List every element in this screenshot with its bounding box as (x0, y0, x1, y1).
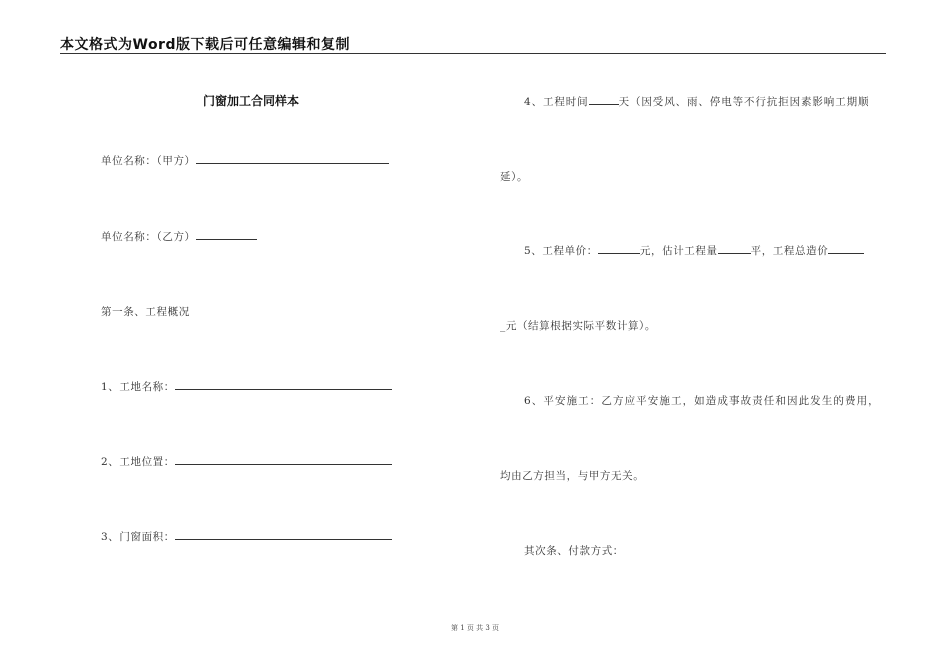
item5-label-c: 平，工程总造价 (750, 245, 829, 257)
party-a-blank (196, 153, 389, 164)
item3-blank (175, 529, 392, 540)
page-header: 本文格式为Word版下载后可任意编辑和复制 (60, 37, 350, 53)
article1-heading: 第一条、工程概况 (101, 306, 190, 318)
item5-label-b: 元，估计工程量 (639, 245, 718, 257)
item4-label-b: 天（因受风、雨、停电等不行抗拒因素影响工期顺 (618, 96, 870, 108)
item5-label-a: 5、工程单价： (524, 245, 598, 257)
header-divider (60, 53, 886, 54)
item5-line2: _元（结算根据实际平数计算）。 (500, 320, 656, 332)
item3-line (101, 529, 392, 544)
item2-label: 2、工地位置： (101, 456, 175, 468)
item4-line1 (524, 94, 869, 109)
item2-blank (175, 454, 392, 465)
item1-label: 1、工地名称： (101, 381, 175, 393)
item2-line (101, 454, 392, 469)
item5-line1 (524, 243, 864, 258)
party-b-label: 单位名称：（乙方） (101, 231, 196, 243)
item5-total-blank (828, 243, 864, 254)
party-b-blank (196, 229, 257, 240)
party-b-line (101, 229, 257, 244)
item6-line1: 6、平安施工：乙方应平安施工，如造成事故责任和因此发生的费用， (524, 395, 880, 407)
item1-blank (175, 379, 392, 390)
item3-label: 3、门窗面积： (101, 531, 175, 543)
item4-label-a: 4、工程时间 (524, 96, 589, 108)
page-number: 第 1 页 共 3 页 (450, 624, 500, 632)
item5-price-blank (598, 243, 640, 254)
article2-heading: 其次条、付款方式： (524, 545, 624, 557)
item4-blank (589, 94, 619, 105)
item6-line2: 均由乙方担当，与甲方无关。 (500, 470, 645, 482)
party-a-line (101, 153, 389, 168)
document-title: 门窗加工合同样本 (203, 94, 300, 108)
item4-line2: 延）。 (500, 171, 529, 183)
item1-line (101, 379, 392, 394)
item5-quantity-blank (718, 243, 751, 254)
party-a-label: 单位名称：（甲方） (101, 155, 196, 167)
